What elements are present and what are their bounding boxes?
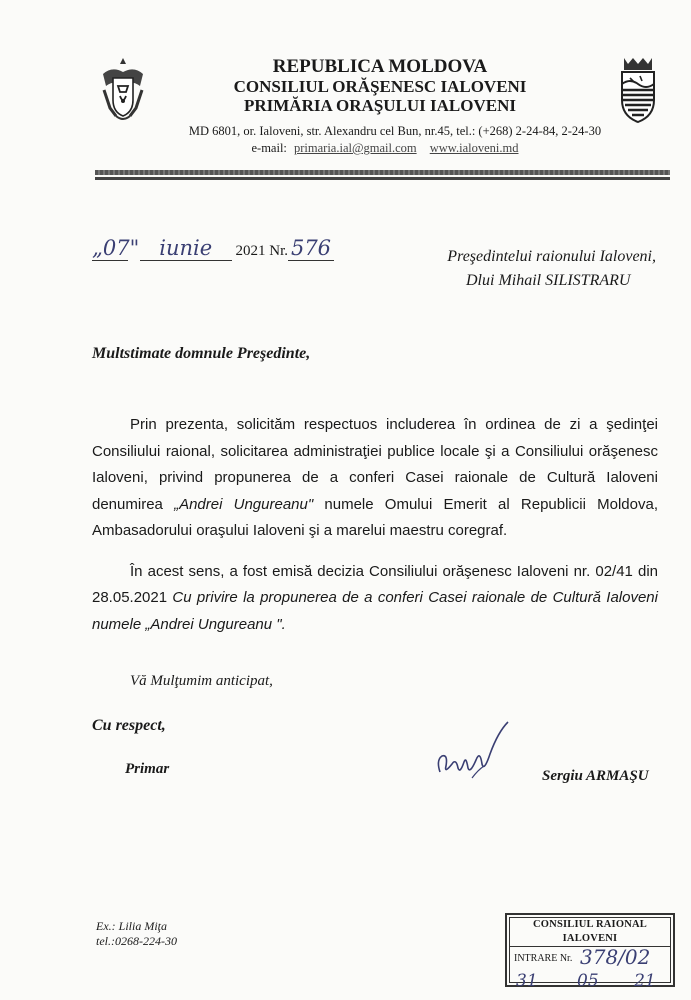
recipient-title: Preşedintelui raionului Ialoveni, xyxy=(447,248,656,265)
letter-number: 576 xyxy=(288,236,334,261)
thanks-line: Vă Mulţumim anticipat, xyxy=(130,673,273,689)
signer-role: Primar xyxy=(125,761,170,777)
institution-name: „Andrei Ungureanu" xyxy=(174,495,314,513)
executor-name: Ex.: Lilia Miţa xyxy=(96,919,167,933)
email-label: e-mail: xyxy=(251,141,287,155)
salutation: Multstimate domnule Preşedinte, xyxy=(92,345,311,362)
signer-name: Sergiu ARMAŞU xyxy=(542,768,649,784)
number-label: Nr. xyxy=(269,243,288,259)
country-name: REPUBLICA MOLDOVA xyxy=(272,56,488,77)
email-link[interactable]: primaria.ial@gmail.com xyxy=(294,141,417,155)
letter-dateline xyxy=(92,236,334,261)
decision-title: Cu privire la propunerea de a conferi Casei raionale de Cultură Ialoveni numele „Andrei Ungureanu ". xyxy=(92,589,658,633)
moldova-coat-of-arms-icon xyxy=(98,56,148,124)
body-paragraph: Prin prezenta, solicităm respectuos includerea în ordinea de zi a şedinţei Consiliului raional, solicitarea administraţiei publice locale şi a Consiliului orăşenesc Ialoveni, privind propunerea de a conferi Casei raionale de Cultură Ialoveni denumirea „Andrei Ungureanu" numele Omului Emerit al Republicii Moldova, Ambasadorului oraşului Ialoveni şi a marelui maestru coregraf. xyxy=(92,416,658,539)
registration-stamp xyxy=(505,913,675,991)
ialoveni-coat-of-arms-icon xyxy=(618,54,658,124)
closing-line: Cu respect, xyxy=(92,717,166,734)
letterhead xyxy=(180,56,580,115)
stamp-date: 31 05 21 xyxy=(516,971,656,991)
address-line: MD 6801, or. Ialoveni, str. Alexandru cel Bun, nr.45, tel.: (+268) 2-24-84, 2-24-30 xyxy=(188,124,602,138)
date-day: „07" xyxy=(92,236,140,260)
executor-info xyxy=(96,919,177,949)
body-paragraph: În acest sens, a fost emisă decizia Consiliului orăşenesc Ialoveni nr. 02/41 din 28.05.2021 Cu privire la propunerea de a conferi Casei raionale de Cultură Ialoveni numele „Andrei Ungureanu ". xyxy=(92,562,658,633)
stamp-label: INTRARE Nr. xyxy=(514,953,573,964)
website-link[interactable]: www.ialoveni.md xyxy=(429,141,519,155)
handwritten-signature xyxy=(432,720,522,790)
stamp-title: CONSILIUL RAIONAL IALOVENI xyxy=(510,918,670,947)
contact-line xyxy=(150,141,620,156)
date-month: iunie xyxy=(140,236,232,261)
letter-body xyxy=(92,412,658,638)
recipient-name: Dlui Mihail SILISTRARU xyxy=(466,272,631,289)
date-year: 2021 xyxy=(235,243,266,259)
header-divider xyxy=(95,170,670,175)
mayoralty-name: PRIMĂRIA ORAŞULUI IALOVENI xyxy=(243,96,517,115)
executor-phone: tel.:0268-224-30 xyxy=(96,934,177,948)
recipient-block xyxy=(400,245,670,293)
stamp-number: 378/02 xyxy=(580,945,651,969)
header-divider-thin xyxy=(95,177,670,180)
council-name: CONSILIUL ORĂŞENESC IALOVENI xyxy=(233,77,527,96)
